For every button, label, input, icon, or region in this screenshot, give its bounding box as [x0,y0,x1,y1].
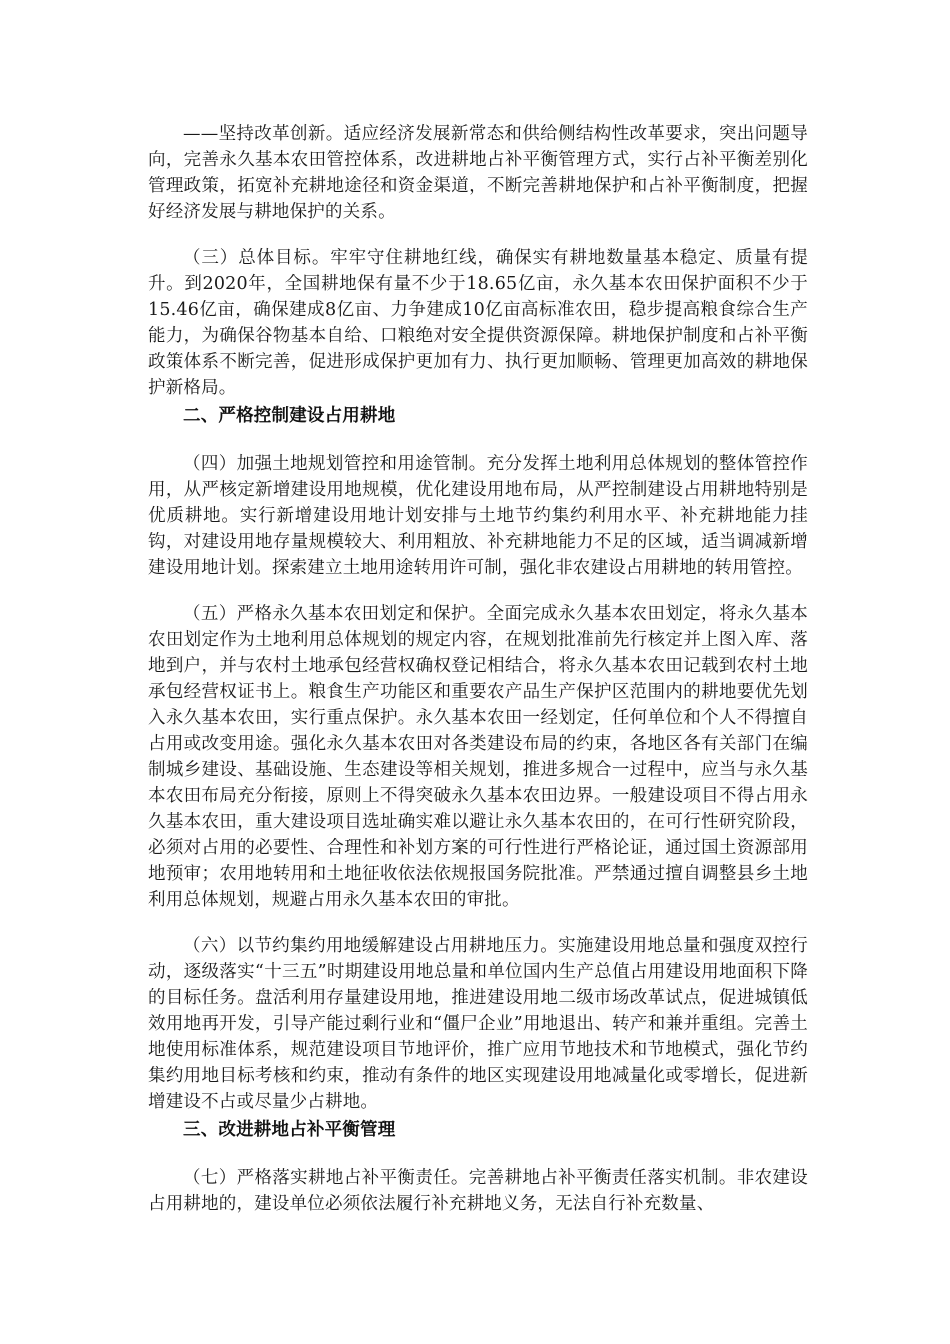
section-heading-2: 二、严格控制建设占用耕地 [183,406,396,426]
paragraph-land-planning: （四）加强土地规划管控和用途管制。充分发挥土地利用总体规划的整体管控作用，从严核定新增建设用地规模，优化建设用地布局，从严控制建设占用耕地特别是优质耕地。实行新增建设用地计划安排与土地节约集约利用水平、补充耕地能力挂钩，对建设用地存量规模较大、利用粗放、补充耕地能力不足的区域，适当调减新增建设用地计划。探索建立土地用途转用许可制，强化非农建设占用耕地的转用管控。 [148,454,808,578]
paragraph-overall-goal: （三）总体目标。牢牢守住耕地红线，确保实有耕地数量基本稳定、质量有提升。到2020年，全国耕地保有量不少于18.65亿亩，永久基本农田保护面积不少于15.46亿亩，确保建成8亿亩、力争建成10亿亩高标准农田，稳步提高粮食综合生产能力，为确保谷物基本自给、口粮绝对安全提供资源保障。耕地保护制度和占补平衡政策体系不断完善，促进形成保护更加有力、执行更加顺畅、管理更加高效的耕地保护新格局。 [148,248,808,398]
section-heading-3: 三、改进耕地占补平衡管理 [183,1120,396,1140]
paragraph-reform-innovation: ——坚持改革创新。适应经济发展新常态和供给侧结构性改革要求，突出问题导向，完善永久基本农田管控体系，改进耕地占补平衡管理方式，实行占补平衡差别化管理政策，拓宽补充耕地途径和资金渠道，不断完善耕地保护和占补平衡制度，把握好经济发展与耕地保护的关系。 [148,124,808,222]
paragraph-intensive-land-use: （六）以节约集约用地缓解建设占用耕地压力。实施建设用地总量和强度双控行动，逐级落实“十三五”时期建设用地总量和单位国内生产总值占用建设用地面积下降的目标任务。盘活利用存量建设用地，推进建设用地二级市场改革试点，促进城镇低效用地再开发，引导产能过剩行业和“僵尸企业”用地退出、转产和兼并重组。完善土地使用标准体系，规范建设项目节地评价，推广应用节地技术和节地模式，强化节约集约用地目标考核和约束，推动有条件的地区实现建设用地减量化或零增长，促进新增建设不占或尽量少占耕地。 [148,936,808,1112]
paragraph-permanent-farmland: （五）严格永久基本农田划定和保护。全面完成永久基本农田划定，将永久基本农田划定作为土地利用总体规划的规定内容，在规划批准前先行核定并上图入库、落地到户，并与农村土地承包经营权确权登记相结合，将永久基本农田记载到农村土地承包经营权证书上。粮食生产功能区和重要农产品生产保护区范围内的耕地要优先划入永久基本农田，实行重点保护。永久基本农田一经划定，任何单位和个人不得擅自占用或改变用途。强化永久基本农田对各类建设布局的约束，各地区各有关部门在编制城乡建设、基础设施、生态建设等相关规划，推进多规合一过程中，应当与永久基本农田布局充分衔接，原则上不得突破永久基本农田边界。一般建设项目不得占用永久基本农田，重大建设项目选址确实难以避让永久基本农田的，在可行性研究阶段，必须对占用的必要性、合理性和补划方案的可行性进行严格论证，通过国土资源部用地预审；农用地转用和土地征收依法依规报国务院批准。严禁通过擅自调整县乡土地利用总体规划，规避占用永久基本农田的审批。 [148,604,808,910]
document-body [148,121,808,1237]
paragraph-balance-responsibility: （七）严格落实耕地占补平衡责任。完善耕地占补平衡责任落实机制。非农建设占用耕地的，建设单位必须依法履行补充耕地义务，无法自行补充数量、 [148,1168,808,1214]
